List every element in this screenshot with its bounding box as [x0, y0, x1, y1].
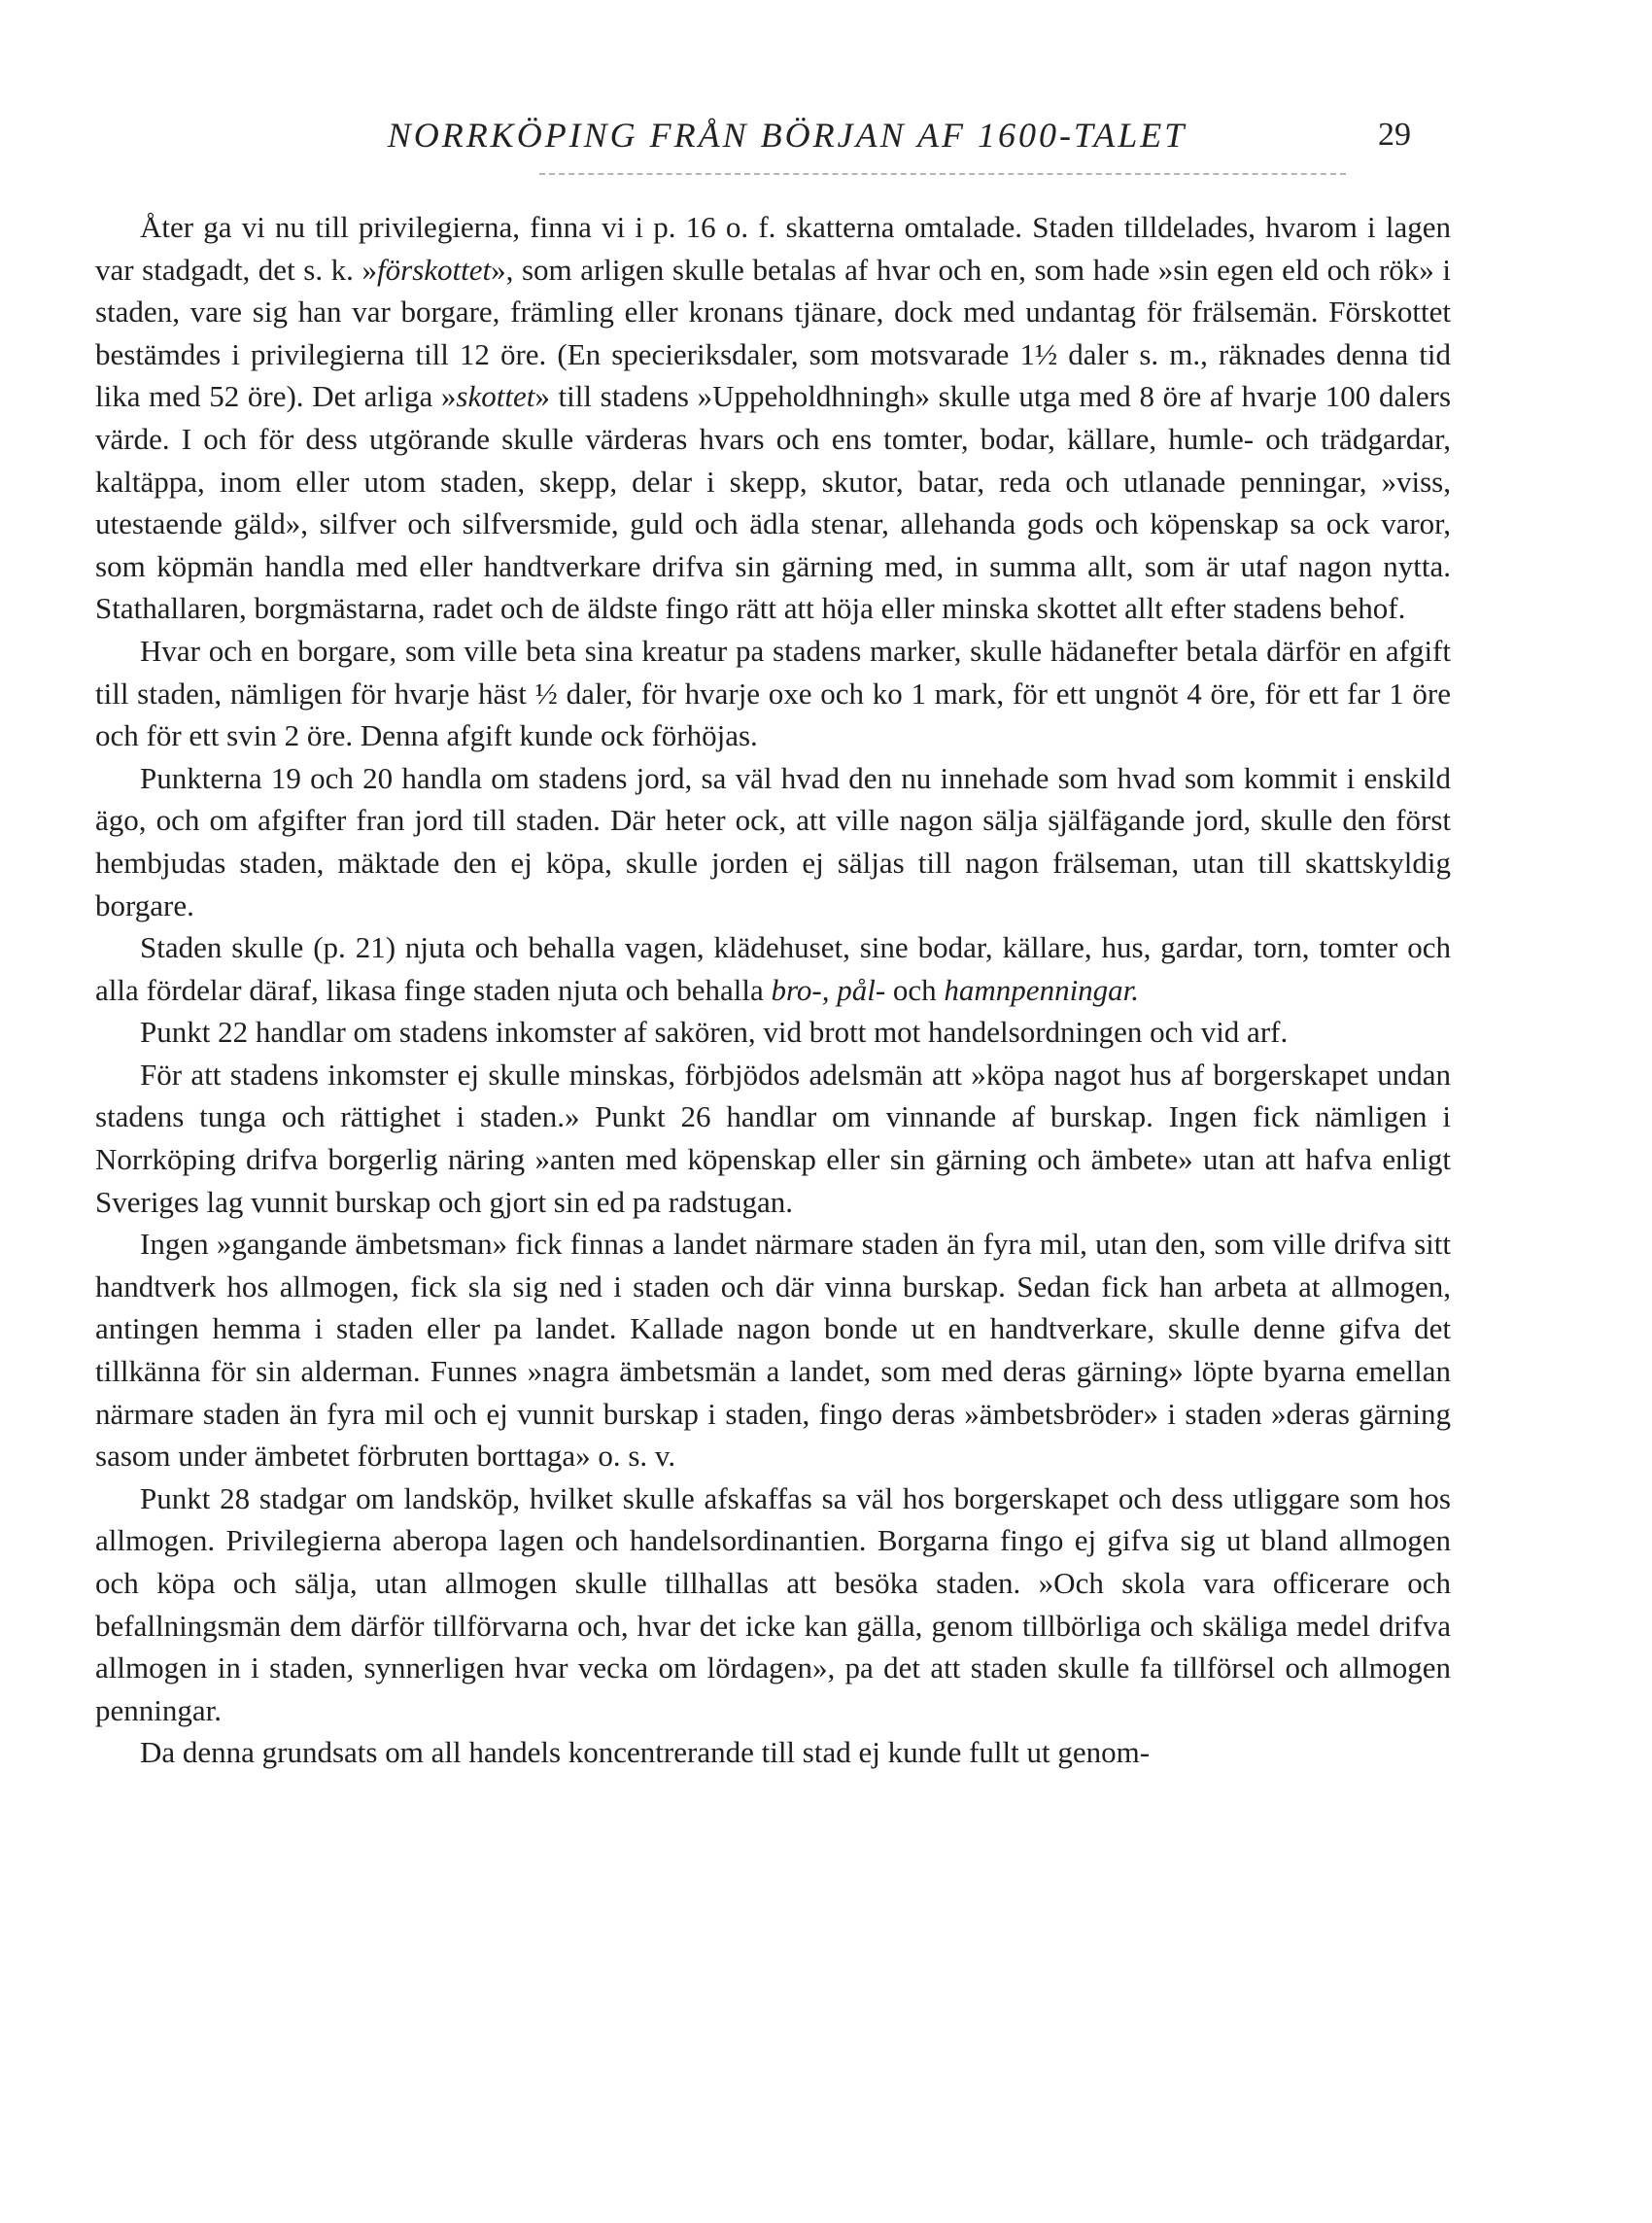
paragraph — [95, 757, 1451, 926]
italic-term: bro-, pål- — [771, 972, 886, 1007]
paragraph — [95, 1731, 1451, 1774]
text-segment: Ingen »gangande ämbetsman» fick finnas a landet närmare staden än fyra mil, utan den, som ville drifva sitt handtverk hos allmogen, fick sla sig ned i staden och där vinna burskap. Sedan fick han arbeta at allmogen, antingen hemma i staden eller pa landet. Kallade nagon bonde ut en handtverkare, skulle denne gifva det tillkänna för sin alderman. Funnes »nagra ämbetsmän a landet, som med deras gärning» löpte byarna emellan närmare staden än fyra mil och ej vunnit burskap i staden, fingo deras »ämbetsbröder» i staden »deras gärning sasom under ämbetet förbruten borttaga» o. s. v. — [95, 1227, 1451, 1474]
paragraph — [95, 1054, 1451, 1223]
paragraph — [95, 1477, 1451, 1732]
body-text — [95, 206, 1451, 1774]
text-segment: Åter ga vi nu till privilegierna, finna vi i p. 16 o. f. skatterna omtalade. Staden tilldelades, hvarom i lagen var stadgadt, det s. k. » — [95, 210, 1451, 287]
paragraph — [95, 206, 1451, 630]
text-segment: » till stadens »Uppeholdhningh» skulle utga med 8 öre af hvarje 100 dalers värde. I och för dess utgörande skulle värderas hvars och ens tomter, bodar, källare, humle- och trädgardar, kaltäppa, inom eller utom staden, skepp, delar i skepp, skutor, batar, reda och utlanade penningar, »viss, utestaende gäld», silfver och silfversmide, guld och ädla stenar, allehanda gods och köpenskap sa ock varor, som köpmän handla med eller handtverkare drifva sin gärning med, in summa allt, som är utaf nagon nytta. Stathallaren, borgmästarna, radet och de äldste fingo rätt att höja eller minska skottet allt efter stadens behof. — [95, 379, 1452, 626]
running-head-title: NORRKÖPING FRÅN BÖRJAN AF 1600-TALET — [387, 116, 1187, 155]
italic-term: hamnpenningar. — [944, 972, 1140, 1007]
page-number: 29 — [1378, 117, 1411, 153]
text-segment: Staden skulle (p. 21) njuta och behalla vagen, klädehuset, sine bodar, källare, hus, gardar, torn, tomter och alla fördelar däraf, likasa finge staden njuta och behalla — [95, 930, 1451, 1007]
text-segment: Punkt 28 stadgar om landsköp, hvilket skulle afskaffas sa väl hos borgerskapet och dess utliggare som hos allmogen. Privilegierna aberopa lagen och handelsordinantien. Borgarna fingo ej gifva sig ut bland allmogen och köpa och sälja, utan allmogen skulle tillhallas att besöka staden. »Och skola vara officerare och befallningsmän dem därför tillförvarna och, hvar det icke kan gälla, genom tillbörliga och skäliga medel drifva allmogen in i staden, synnerligen hvar vecka om lördagen», pa det att staden skulle fa tillförsel och allmogen penningar. — [95, 1480, 1451, 1727]
text-segment: », som arligen skulle betalas af hvar och en, som hade »sin egen eld och rök» i staden, vare sig han var borgare, främling eller kronans tjänare, dock med undantag för frälsemän. Förskottet bestämdes i privilegierna till 12 öre. (En specieriksdaler, som motsvarade 1½ daler s. m., räknades denna tid lika med 52 öre). Det arliga » — [95, 252, 1451, 414]
text-segment: Hvar och en borgare, som ville beta sina kreatur pa stadens marker, skulle hädanefter betala därför en afgift till staden, nämligen för hvarje häst ½ daler, för hvarje oxe och ko 1 mark, för ett ungnöt 4 öre, för ett far 1 öre och för ett svin 2 öre. Denna afgift kunde ock förhöjas. — [95, 633, 1451, 753]
text-segment: Da denna grundsats om all handels koncentrerande till stad ej kunde fullt ut genom- — [140, 1735, 1151, 1770]
running-head — [0, 115, 1652, 173]
text-segment: Punkt 22 handlar om stadens inkomster af sakören, vid brott mot handelsordningen och vid arf. — [140, 1015, 1289, 1050]
italic-term: förskottet — [377, 252, 492, 287]
text-segment: Punkterna 19 och 20 handla om stadens jord, sa väl hvad den nu innehade som hvad som kommit i enskild ägo, och om afgifter fran jord till staden. Där heter ock, att ville nagon sälja själfägande jord, skulle den först hembjudas staden, mäktade den ej köpa, skulle jorden ej säljas till nagon frälseman, utan till skattskyldig borgare. — [95, 760, 1451, 922]
paragraph — [95, 1011, 1451, 1054]
paragraph — [95, 926, 1451, 1011]
paragraph — [95, 1223, 1451, 1477]
header-rule — [539, 173, 1346, 175]
text-segment: För att stadens inkomster ej skulle minskas, förbjödos adelsmän att »köpa nagot hus af borgerskapet undan stadens tunga och rättighet i staden.» Punkt 26 handlar om vinnande af burskap. Ingen fick nämligen i Norrköping drifva borgerlig näring »anten med köpenskap eller sin gärning och ämbete» utan att hafva enligt Sveriges lag vunnit burskap och gjort sin ed pa radstugan. — [95, 1057, 1451, 1219]
paragraph — [95, 630, 1451, 757]
italic-term: skottet — [456, 379, 535, 414]
text-segment: och — [885, 972, 945, 1007]
